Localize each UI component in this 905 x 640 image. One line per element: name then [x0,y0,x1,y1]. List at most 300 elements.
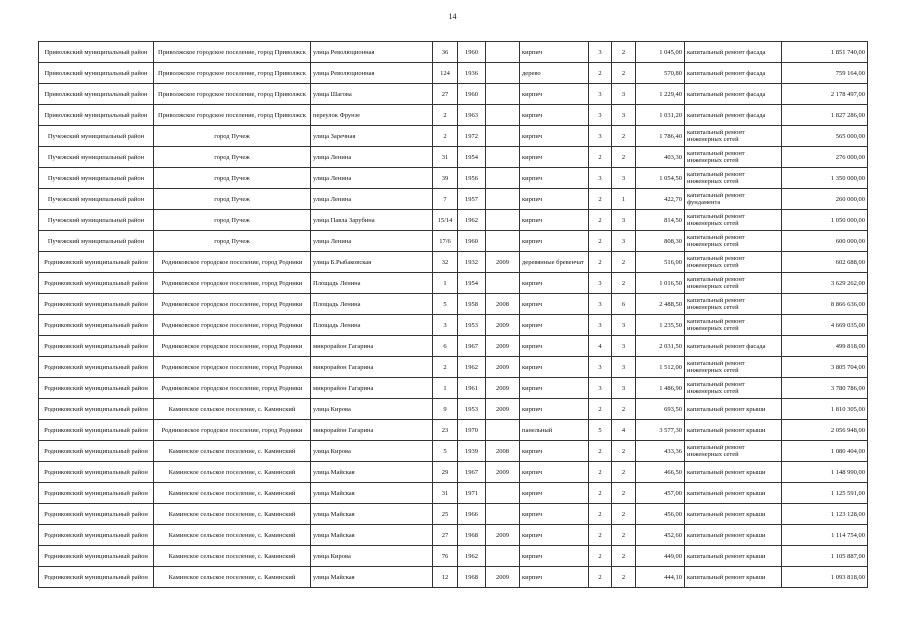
housing-repair-table [38,41,868,588]
cell-floors: 2 [589,252,612,273]
cell-floors: 2 [589,462,612,483]
table-row [39,231,868,252]
cell-work-type: капитальный ремонт крыши [685,504,782,525]
cell-street: улица Кирова [311,546,433,567]
cell-entrances: 2 [612,462,636,483]
cell-street: улица Майская [311,504,433,525]
cell-street: улица Б.Рыбаковская [311,252,433,273]
cell-work-type: капитальный ремонт крыши [685,462,782,483]
cell-work-type: капитальный ремонт крыши [685,546,782,567]
cell-build-year: 1954 [458,147,486,168]
cell-house-number: 39 [433,168,458,189]
cell-build-year: 1954 [458,273,486,294]
cell-house-number: 2 [433,105,458,126]
table-body [39,42,868,588]
cell-last-repair-year: 2009 [486,357,520,378]
cell-wall-material: кирпич [520,189,589,210]
cell-cost: 3 629 262,00 [782,273,868,294]
cell-house-number: 9 [433,399,458,420]
cell-work-type: капитальный ремонт крыши [685,525,782,546]
cell-floors: 3 [589,42,612,63]
cell-floors: 3 [589,126,612,147]
cell-work-type: капитальный ремонт фасада [685,42,782,63]
cell-build-year: 1953 [458,399,486,420]
cell-house-number: 27 [433,84,458,105]
cell-settlement: Каминское сельское поселение, с. Каминский [154,399,311,420]
cell-last-repair-year [486,210,520,231]
cell-floors: 3 [589,105,612,126]
cell-cost: 1 125 591,00 [782,483,868,504]
cell-entrances: 6 [612,294,636,315]
cell-entrances: 3 [612,357,636,378]
cell-area: 1 054,50 [636,168,685,189]
table-row [39,546,868,567]
cell-cost: 2 056 948,00 [782,420,868,441]
cell-wall-material: кирпич [520,378,589,399]
cell-build-year: 1968 [458,567,486,588]
cell-house-number: 5 [433,441,458,462]
cell-settlement: город Пучеж [154,189,311,210]
cell-settlement: город Пучеж [154,126,311,147]
cell-settlement: Родниковское городское поселение, город Родники [154,357,311,378]
cell-area: 2 488,50 [636,294,685,315]
cell-build-year: 1963 [458,105,486,126]
cell-last-repair-year: 2009 [486,315,520,336]
cell-area: 1 235,50 [636,315,685,336]
cell-cost: 1 114 754,00 [782,525,868,546]
cell-wall-material: панельный [520,420,589,441]
cell-area: 452,60 [636,525,685,546]
table-row [39,273,868,294]
cell-area: 1 486,90 [636,378,685,399]
cell-work-type: капитальный ремонт инженерных сетей [685,126,782,147]
cell-cost: 565 000,00 [782,126,868,147]
cell-floors: 3 [589,168,612,189]
table-row [39,441,868,462]
cell-house-number: 2 [433,357,458,378]
cell-area: 449,00 [636,546,685,567]
cell-last-repair-year: 2009 [486,252,520,273]
table-row [39,294,868,315]
cell-wall-material: кирпич [520,210,589,231]
cell-entrances: 2 [612,567,636,588]
cell-cost: 759 164,00 [782,63,868,84]
table-row [39,483,868,504]
cell-wall-material: кирпич [520,147,589,168]
cell-last-repair-year: 2009 [486,336,520,357]
cell-floors: 3 [589,84,612,105]
cell-wall-material: кирпич [520,504,589,525]
cell-house-number: 17/6 [433,231,458,252]
cell-build-year: 1958 [458,294,486,315]
cell-area: 808,30 [636,231,685,252]
cell-entrances: 3 [612,336,636,357]
cell-build-year: 1962 [458,546,486,567]
cell-street: улица Майская [311,525,433,546]
cell-wall-material: кирпич [520,84,589,105]
cell-house-number: 1 [433,378,458,399]
cell-build-year: 1966 [458,504,486,525]
cell-build-year: 1957 [458,189,486,210]
cell-work-type: капитальный ремонт инженерных сетей [685,252,782,273]
cell-last-repair-year [486,483,520,504]
cell-work-type: капитальный ремонт крыши [685,483,782,504]
cell-entrances: 2 [612,147,636,168]
cell-district: Пучежский муниципальный район [39,126,154,147]
cell-settlement: Каминское сельское поселение, с. Каминский [154,462,311,483]
table-row [39,315,868,336]
cell-wall-material: кирпич [520,273,589,294]
cell-area: 1 512,00 [636,357,685,378]
cell-house-number: 3 [433,315,458,336]
cell-build-year: 1968 [458,525,486,546]
page-number: 14 [448,12,457,21]
cell-entrances: 2 [612,504,636,525]
cell-entrances: 1 [612,189,636,210]
cell-house-number: 6 [433,336,458,357]
cell-cost: 8 866 636,00 [782,294,868,315]
cell-settlement: Каминское сельское поселение, с. Каминский [154,504,311,525]
cell-cost: 276 000,00 [782,147,868,168]
cell-wall-material: кирпич [520,441,589,462]
cell-work-type: капитальный ремонт фасада [685,84,782,105]
cell-district: Родниковский муниципальный район [39,567,154,588]
cell-district: Приволжский муниципальный район [39,63,154,84]
table-row [39,42,868,63]
cell-district: Родниковский муниципальный район [39,546,154,567]
cell-street: улица Шагова [311,84,433,105]
cell-house-number: 5 [433,294,458,315]
cell-cost: 1 148 990,00 [782,462,868,483]
cell-district: Пучежский муниципальный район [39,168,154,189]
cell-district: Родниковский муниципальный район [39,378,154,399]
cell-settlement: Родниковское городское поселение, город Родники [154,336,311,357]
cell-house-number: 31 [433,483,458,504]
cell-house-number: 32 [433,252,458,273]
table-row [39,525,868,546]
cell-last-repair-year [486,42,520,63]
cell-last-repair-year: 2009 [486,378,520,399]
cell-settlement: Родниковское городское поселение, город Родники [154,273,311,294]
cell-wall-material: кирпич [520,567,589,588]
cell-floors: 2 [589,441,612,462]
cell-settlement: город Пучеж [154,147,311,168]
cell-last-repair-year: 2008 [486,294,520,315]
cell-last-repair-year [486,504,520,525]
cell-build-year: 1970 [458,420,486,441]
cell-district: Родниковский муниципальный район [39,420,154,441]
cell-floors: 2 [589,63,612,84]
table-row [39,504,868,525]
cell-build-year: 1972 [458,126,486,147]
cell-area: 516,00 [636,252,685,273]
cell-house-number: 2 [433,126,458,147]
cell-work-type: капитальный ремонт фундамента [685,189,782,210]
cell-wall-material: кирпич [520,294,589,315]
cell-build-year: 1967 [458,462,486,483]
cell-entrances: 2 [612,399,636,420]
cell-district: Родниковский муниципальный район [39,462,154,483]
cell-entrances: 2 [612,63,636,84]
cell-district: Родниковский муниципальный район [39,504,154,525]
cell-district: Пучежский муниципальный район [39,189,154,210]
cell-house-number: 12 [433,567,458,588]
cell-street: улица Ленина [311,168,433,189]
cell-floors: 2 [589,210,612,231]
table-row [39,147,868,168]
cell-work-type: капитальный ремонт инженерных сетей [685,441,782,462]
table-row [39,84,868,105]
cell-floors: 2 [589,483,612,504]
cell-wall-material: кирпич [520,315,589,336]
cell-build-year: 1960 [458,42,486,63]
cell-floors: 3 [589,357,612,378]
cell-district: Родниковский муниципальный район [39,294,154,315]
cell-last-repair-year: 2008 [486,441,520,462]
cell-street: улица Революционная [311,63,433,84]
cell-cost: 600 000,00 [782,231,868,252]
cell-district: Приволжский муниципальный район [39,42,154,63]
table-row [39,105,868,126]
cell-wall-material: кирпич [520,168,589,189]
cell-last-repair-year [486,63,520,84]
cell-wall-material: кирпич [520,336,589,357]
cell-settlement: Родниковское городское поселение, город Родники [154,315,311,336]
cell-district: Родниковский муниципальный район [39,357,154,378]
cell-house-number: 25 [433,504,458,525]
cell-last-repair-year [486,420,520,441]
cell-house-number: 1 [433,273,458,294]
cell-entrances: 3 [612,231,636,252]
cell-entrances: 2 [612,42,636,63]
table-row [39,378,868,399]
table-row [39,462,868,483]
cell-street: улица Революционная [311,42,433,63]
cell-cost: 3 780 786,00 [782,378,868,399]
cell-last-repair-year [486,546,520,567]
cell-wall-material: кирпич [520,483,589,504]
cell-last-repair-year [486,126,520,147]
cell-area: 1 045,00 [636,42,685,63]
cell-settlement: Приволжское городское поселение, город Приволжск [154,105,311,126]
cell-settlement: город Пучеж [154,168,311,189]
cell-build-year: 1962 [458,210,486,231]
cell-settlement: город Пучеж [154,210,311,231]
cell-settlement: Каминское сельское поселение, с. Каминский [154,525,311,546]
cell-entrances: 2 [612,273,636,294]
cell-cost: 260 000,00 [782,189,868,210]
cell-entrances: 2 [612,525,636,546]
cell-entrances: 2 [612,546,636,567]
cell-floors: 3 [589,273,612,294]
cell-floors: 2 [589,567,612,588]
cell-district: Родниковский муниципальный район [39,399,154,420]
cell-house-number: 31 [433,147,458,168]
cell-cost: 602 688,00 [782,252,868,273]
cell-build-year: 1962 [458,357,486,378]
cell-wall-material: дерево [520,63,589,84]
cell-work-type: капитальный ремонт крыши [685,399,782,420]
cell-street: улица Ленина [311,189,433,210]
cell-district: Родниковский муниципальный район [39,336,154,357]
cell-floors: 2 [589,525,612,546]
cell-street: микрорайон Гагарина [311,420,433,441]
cell-cost: 1 810 305,00 [782,399,868,420]
cell-house-number: 27 [433,525,458,546]
cell-area: 422,70 [636,189,685,210]
cell-cost: 1 123 128,00 [782,504,868,525]
cell-settlement: Каминское сельское поселение, с. Каминский [154,441,311,462]
cell-settlement: Каминское сельское поселение, с. Каминский [154,546,311,567]
cell-street: микрорайон Гагарина [311,357,433,378]
cell-wall-material: кирпич [520,126,589,147]
cell-area: 403,30 [636,147,685,168]
cell-entrances: 2 [612,252,636,273]
cell-work-type: капитальный ремонт инженерных сетей [685,168,782,189]
cell-last-repair-year [486,84,520,105]
cell-floors: 3 [589,315,612,336]
cell-area: 457,00 [636,483,685,504]
cell-settlement: Каминское сельское поселение, с. Каминский [154,483,311,504]
cell-street: переулок Фрунзе [311,105,433,126]
cell-house-number: 23 [433,420,458,441]
table-row [39,63,868,84]
cell-street: улица Заречная [311,126,433,147]
cell-work-type: капитальный ремонт фасада [685,336,782,357]
cell-district: Пучежский муниципальный район [39,210,154,231]
cell-street: микрорайон Гагарина [311,336,433,357]
cell-work-type: капитальный ремонт фасада [685,105,782,126]
cell-cost: 1 851 740,00 [782,42,868,63]
cell-district: Родниковский муниципальный район [39,525,154,546]
cell-work-type: капитальный ремонт инженерных сетей [685,294,782,315]
cell-build-year: 1932 [458,252,486,273]
cell-last-repair-year [486,273,520,294]
cell-entrances: 2 [612,483,636,504]
cell-last-repair-year: 2009 [486,567,520,588]
cell-build-year: 1971 [458,483,486,504]
cell-house-number: 124 [433,63,458,84]
cell-area: 1 016,50 [636,273,685,294]
cell-wall-material: кирпич [520,525,589,546]
cell-floors: 4 [589,336,612,357]
cell-floors: 2 [589,231,612,252]
cell-wall-material: кирпич [520,105,589,126]
cell-district: Пучежский муниципальный район [39,231,154,252]
cell-last-repair-year [486,105,520,126]
cell-district: Родниковский муниципальный район [39,252,154,273]
cell-wall-material: кирпич [520,546,589,567]
cell-cost: 1 105 887,00 [782,546,868,567]
cell-floors: 5 [589,420,612,441]
table-row [39,168,868,189]
cell-entrances: 2 [612,126,636,147]
cell-district: Приволжский муниципальный район [39,84,154,105]
cell-entrances: 4 [612,420,636,441]
table-row [39,189,868,210]
cell-settlement: Приволжское городское поселение, город Приволжск [154,84,311,105]
cell-work-type: капитальный ремонт крыши [685,420,782,441]
cell-area: 433,36 [636,441,685,462]
cell-street: Площадь Ленина [311,294,433,315]
cell-wall-material: деревянные бревенчат [520,252,589,273]
cell-house-number: 15/14 [433,210,458,231]
cell-floors: 2 [589,399,612,420]
cell-entrances: 3 [612,315,636,336]
cell-cost: 499 818,00 [782,336,868,357]
table-row [39,252,868,273]
cell-cost: 4 669 035,00 [782,315,868,336]
table-row [39,210,868,231]
cell-cost: 1 827 286,00 [782,105,868,126]
cell-build-year: 1961 [458,378,486,399]
table-row [39,336,868,357]
cell-area: 814,50 [636,210,685,231]
cell-build-year: 1960 [458,84,486,105]
cell-house-number: 36 [433,42,458,63]
cell-entrances: 3 [612,84,636,105]
cell-last-repair-year: 2009 [486,525,520,546]
cell-settlement: Каминское сельское поселение, с. Каминский [154,567,311,588]
cell-cost: 3 805 704,00 [782,357,868,378]
cell-settlement: Родниковское городское поселение, город Родники [154,294,311,315]
cell-entrances: 3 [612,210,636,231]
cell-work-type: капитальный ремонт инженерных сетей [685,273,782,294]
cell-area: 693,50 [636,399,685,420]
cell-area: 570,80 [636,63,685,84]
cell-district: Пучежский муниципальный район [39,147,154,168]
cell-work-type: капитальный ремонт инженерных сетей [685,378,782,399]
cell-entrances: 3 [612,105,636,126]
cell-wall-material: кирпич [520,462,589,483]
cell-work-type: капитальный ремонт фасада [685,63,782,84]
cell-street: улица Кирова [311,441,433,462]
cell-work-type: капитальный ремонт инженерных сетей [685,231,782,252]
cell-settlement: Родниковское городское поселение, город Родники [154,420,311,441]
cell-work-type: капитальный ремонт инженерных сетей [685,315,782,336]
cell-street: микрорайон Гагарина [311,378,433,399]
cell-street: улица Майская [311,462,433,483]
cell-build-year: 1953 [458,315,486,336]
cell-street: улица Кирова [311,399,433,420]
cell-entrances: 2 [612,441,636,462]
cell-wall-material: кирпич [520,399,589,420]
cell-street: Площадь Ленина [311,315,433,336]
cell-district: Родниковский муниципальный район [39,441,154,462]
cell-area: 1 229,40 [636,84,685,105]
cell-cost: 1 050 000,00 [782,210,868,231]
cell-street: Площадь Ленина [311,273,433,294]
cell-settlement: Приволжское городское поселение, город Приволжск [154,63,311,84]
cell-build-year: 1967 [458,336,486,357]
cell-house-number: 29 [433,462,458,483]
cell-cost: 1 080 404,00 [782,441,868,462]
cell-build-year: 1960 [458,231,486,252]
cell-work-type: капитальный ремонт инженерных сетей [685,210,782,231]
cell-settlement: Родниковское городское поселение, город Родники [154,252,311,273]
cell-street: улица Ленина [311,147,433,168]
cell-cost: 1 350 000,00 [782,168,868,189]
cell-floors: 2 [589,546,612,567]
cell-build-year: 1956 [458,168,486,189]
cell-area: 456,00 [636,504,685,525]
cell-work-type: капитальный ремонт инженерных сетей [685,147,782,168]
table-row [39,567,868,588]
cell-floors: 2 [589,147,612,168]
cell-floors: 3 [589,294,612,315]
cell-build-year: 1939 [458,441,486,462]
table-row [39,399,868,420]
